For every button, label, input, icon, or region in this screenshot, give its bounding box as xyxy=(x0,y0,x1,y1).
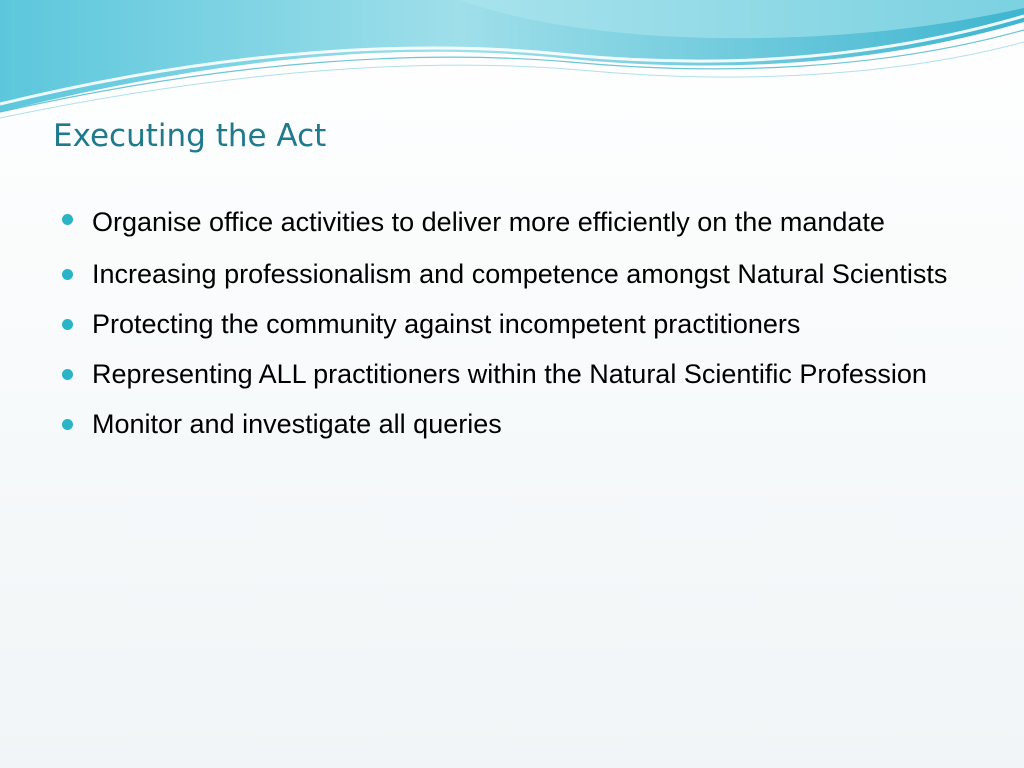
bullet-item xyxy=(60,196,960,249)
bullet-item xyxy=(60,407,960,441)
bullet-icon xyxy=(62,214,73,225)
bullet-icon xyxy=(62,419,73,430)
bullet-list xyxy=(60,196,960,457)
bullet-text: Representing ALL practitioners within the Natural Scientific Profession xyxy=(92,359,927,389)
bullet-text: Increasing professionalism and competence amongst Natural Scientists xyxy=(92,259,948,289)
header-wave-decoration xyxy=(0,0,1024,130)
bullet-text: Monitor and investigate all queries xyxy=(92,409,502,439)
bullet-item xyxy=(60,257,960,291)
bullet-text: Protecting the community against incompetent practitioners xyxy=(92,309,801,339)
bullet-icon xyxy=(62,319,73,330)
slide-title: Executing the Act xyxy=(53,118,327,154)
bullet-item xyxy=(60,357,960,391)
bullet-text: Organise office activities to deliver more efficiently on the mandate xyxy=(92,207,885,237)
bullet-icon xyxy=(62,269,73,280)
bullet-item xyxy=(60,307,960,341)
bullet-icon xyxy=(62,369,73,380)
